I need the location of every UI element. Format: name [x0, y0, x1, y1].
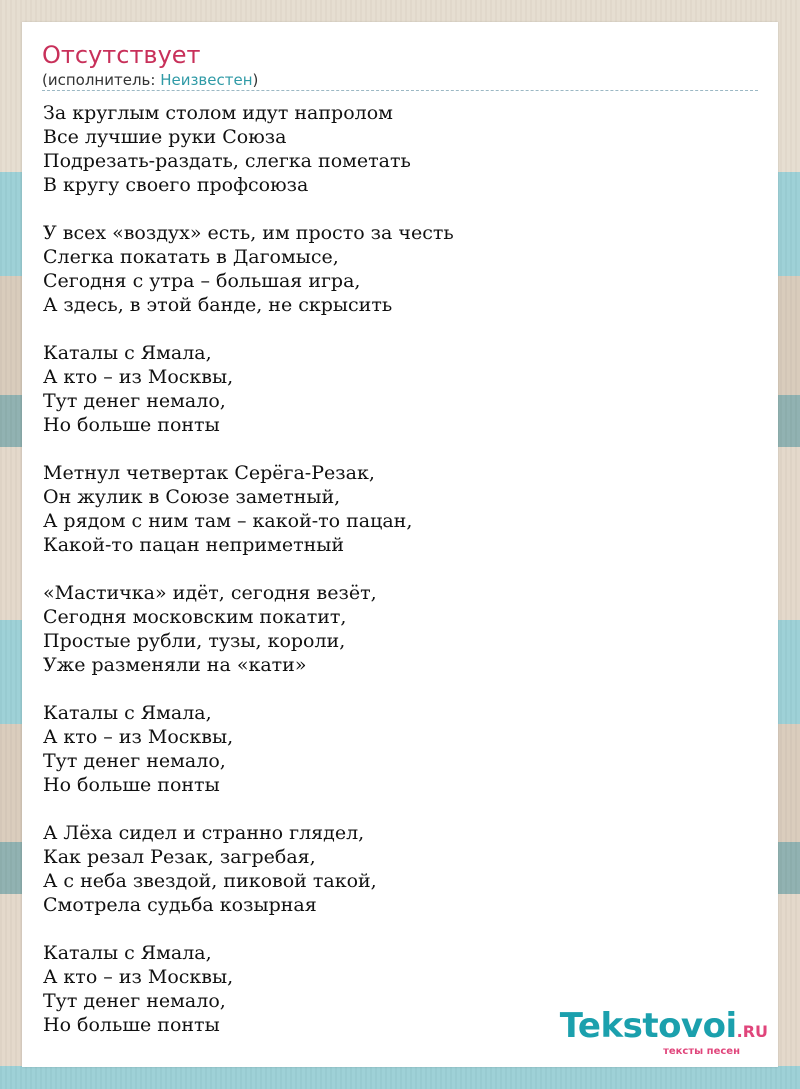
lyrics-line: Подрезать-раздать, слегка пометать: [43, 150, 411, 172]
lyrics-line: Смотрела судьба козырная: [43, 894, 317, 916]
lyrics-line: У всех «воздух» есть, им просто за честь: [43, 222, 454, 244]
lyrics-line: Сегодня с утра – большая игра,: [43, 270, 361, 292]
logo-wordmark: [560, 1008, 768, 1050]
lyrics-stanza: [43, 581, 743, 677]
lyrics-line: Каталы с Ямала,: [43, 942, 212, 964]
lyrics-line: Все лучшие руки Союза: [43, 126, 287, 148]
lyrics-line: Но больше понты: [43, 414, 220, 436]
lyrics-line: Тут денег немало,: [43, 750, 226, 772]
artist-link[interactable]: Неизвестен: [160, 71, 253, 89]
lyrics-line: А кто – из Москвы,: [43, 366, 234, 388]
lyrics-line: А Лёха сидел и странно глядел,: [43, 822, 365, 844]
lyrics-line: Уже разменяли на «кати»: [43, 654, 307, 676]
lyrics-line: Он жулик в Союзе заметный,: [43, 486, 341, 508]
artist-prefix: (исполнитель:: [42, 71, 161, 89]
lyrics-stanza: [43, 821, 743, 917]
lyrics-stanza: [43, 101, 743, 197]
lyrics-line: А кто – из Москвы,: [43, 726, 234, 748]
logo-tagline: тексты песен: [663, 1046, 740, 1057]
lyrics-line: Тут денег немало,: [43, 990, 226, 1012]
lyrics-text: [43, 101, 743, 1061]
lyrics-line: Слегка покатать в Дагомысе,: [43, 246, 339, 268]
lyrics-line: Каталы с Ямала,: [43, 702, 212, 724]
song-header: [42, 40, 758, 91]
lyrics-stanza: [43, 461, 743, 557]
lyrics-line: За круглым столом идут напролом: [43, 102, 393, 124]
lyrics-line: А с неба звездой, пиковой такой,: [43, 870, 377, 892]
lyrics-line: Как резал Резак, загребая,: [43, 846, 316, 868]
lyrics-stanza: [43, 701, 743, 797]
header-divider: [42, 90, 758, 91]
lyrics-card: [22, 22, 778, 1067]
lyrics-line: А кто – из Москвы,: [43, 966, 234, 988]
lyrics-line: В кругу своего профсоюза: [43, 174, 309, 196]
lyrics-line: Тут денег немало,: [43, 390, 226, 412]
lyrics-line: Каталы с Ямала,: [43, 342, 212, 364]
lyrics-stanza: [43, 341, 743, 437]
lyrics-stanza: [43, 221, 743, 317]
song-title: Отсутствует: [42, 41, 201, 69]
logo-name: Tekstovoi: [559, 1006, 737, 1046]
lyrics-line: Сегодня московским покатит,: [43, 606, 347, 628]
lyrics-line: Но больше понты: [43, 774, 220, 796]
lyrics-line: Но больше понты: [43, 1014, 220, 1036]
logo-tld: .RU: [736, 1022, 768, 1041]
lyrics-line: Простые рубли, тузы, короли,: [43, 630, 346, 652]
lyrics-line: «Мастичка» идёт, сегодня везёт,: [43, 582, 377, 604]
lyrics-line: Какой-то пацан неприметный: [43, 534, 345, 556]
lyrics-line: Метнул четвертак Серёга-Резак,: [43, 462, 375, 484]
lyrics-line: А рядом с ним там – какой-то пацан,: [43, 510, 413, 532]
artist-suffix: ): [252, 71, 259, 89]
site-logo[interactable]: [560, 1008, 768, 1057]
artist-line: [42, 70, 758, 90]
lyrics-line: А здесь, в этой банде, не скрысить: [43, 294, 393, 316]
